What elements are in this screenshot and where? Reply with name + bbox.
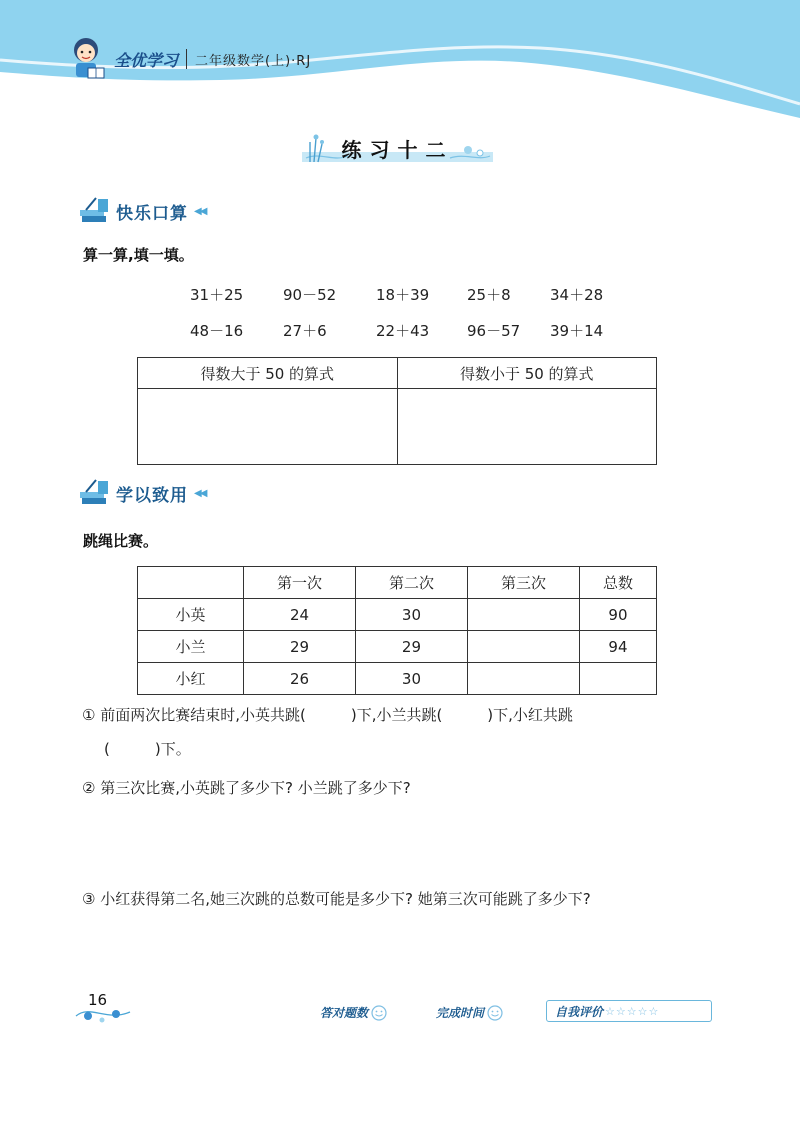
answer-cell[interactable] <box>397 389 657 465</box>
table-cell: 29 <box>355 631 467 663</box>
table-cell[interactable] <box>467 599 579 631</box>
table-cell: 90 <box>579 599 656 631</box>
expression: 96－57 <box>467 322 521 340</box>
section-header-mental-math <box>78 196 205 226</box>
table-header: 得数大于 50 的算式 <box>138 358 398 389</box>
page-title-banner <box>300 128 495 168</box>
mascot-icon <box>68 34 108 84</box>
expression: 34＋28 <box>550 286 604 304</box>
table-cell: 26 <box>244 663 356 695</box>
completion-time-label <box>436 1004 503 1021</box>
table-header: 得数小于 50 的算式 <box>397 358 657 389</box>
rating-stars[interactable]: ☆☆☆☆☆ <box>605 1004 660 1018</box>
classification-table <box>137 357 657 465</box>
question-1-line-1: ① 前面两次比赛结束时,小英共跳( )下,小兰共跳( )下,小红共跳 <box>82 706 573 724</box>
instruction-text: 算一算,填一填。 <box>83 246 194 264</box>
arrow-icon: ◀◀ <box>194 487 206 499</box>
arrow-icon: ◀◀ <box>194 205 206 217</box>
expression: 48－16 <box>190 322 244 340</box>
table-header <box>138 567 244 599</box>
table-header: 总数 <box>579 567 656 599</box>
expression: 27＋6 <box>283 322 327 340</box>
question-3: ③ 小红获得第二名,她三次跳的总数可能是多少下? 她第三次可能跳了多少下? <box>82 890 591 908</box>
expression-row <box>190 320 620 341</box>
brand-header <box>68 34 311 84</box>
table-header: 第三次 <box>467 567 579 599</box>
smiley-icon <box>371 1005 387 1021</box>
expression: 25＋8 <box>467 286 511 304</box>
self-evaluation-box <box>546 1000 712 1022</box>
correct-count-label <box>320 1004 387 1021</box>
table-row <box>138 567 657 599</box>
table-cell: 小英 <box>138 599 244 631</box>
table-cell[interactable] <box>579 663 656 695</box>
expression: 22＋43 <box>376 322 430 340</box>
correct-count-text: 答对题数 <box>320 1006 369 1020</box>
books-pencil-icon <box>78 478 112 508</box>
section-header-apply <box>78 478 205 508</box>
expression: 18＋39 <box>376 286 430 304</box>
book-subtitle: 二年级数学(上)·RJ <box>195 53 312 69</box>
question-1-line-2: ( )下。 <box>104 740 191 758</box>
page-number: 16 <box>88 991 108 1009</box>
books-pencil-icon <box>78 196 112 226</box>
table-cell: 小兰 <box>138 631 244 663</box>
jump-rope-table <box>137 566 657 695</box>
table-header: 第二次 <box>355 567 467 599</box>
question-2: ② 第三次比赛,小英跳了多少下? 小兰跳了多少下? <box>82 779 411 797</box>
brand-divider <box>186 49 187 69</box>
self-evaluation-text: 自我评价 <box>555 1004 604 1019</box>
table-row <box>138 599 657 631</box>
table-cell: 小红 <box>138 663 244 695</box>
answer-cell[interactable] <box>138 389 398 465</box>
expression: 39＋14 <box>550 322 604 340</box>
table-cell: 30 <box>355 663 467 695</box>
page-title: 练习十二 <box>341 138 454 162</box>
table-cell[interactable] <box>467 631 579 663</box>
brand-name: 全优学习 <box>114 50 179 70</box>
smiley-icon <box>487 1005 503 1021</box>
expression-row <box>190 284 620 305</box>
expression: 90－52 <box>283 286 337 304</box>
instruction-text: 跳绳比赛。 <box>83 532 159 550</box>
table-cell[interactable] <box>467 663 579 695</box>
table-cell: 24 <box>244 599 356 631</box>
table-row <box>138 663 657 695</box>
table-cell: 29 <box>244 631 356 663</box>
table-row <box>138 631 657 663</box>
expression: 31＋25 <box>190 286 244 304</box>
completion-time-text: 完成时间 <box>436 1006 485 1020</box>
table-cell: 30 <box>355 599 467 631</box>
table-header: 第一次 <box>244 567 356 599</box>
section-label: 学以致用 <box>116 485 188 506</box>
section-label: 快乐口算 <box>116 203 188 224</box>
table-cell: 94 <box>579 631 656 663</box>
